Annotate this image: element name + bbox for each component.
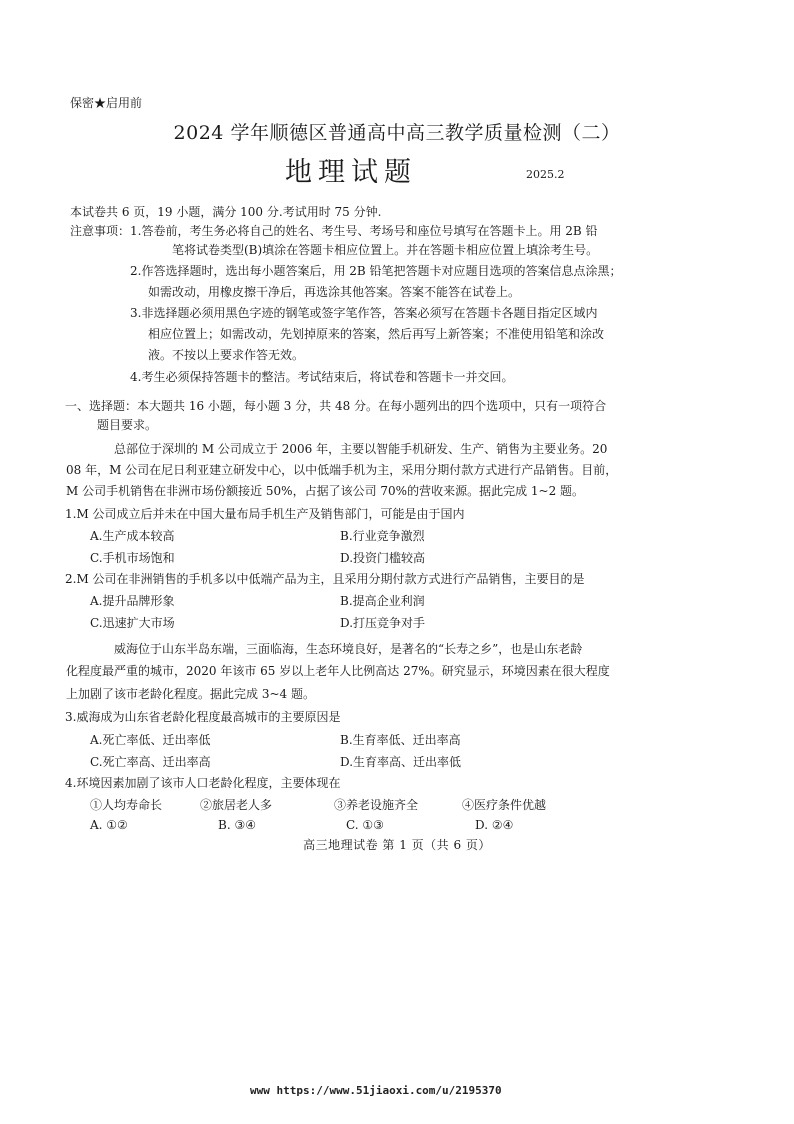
question-4-option-c: C. ①③ <box>346 818 384 832</box>
section-heading: 一、选择题：本大题共 16 小题，每小题 3 分，共 48 分。在每小题列出的四个选项中，只有一项符合 <box>65 399 607 413</box>
notes-line-3: 3.非选择题必须用黑色字迹的钢笔或签字笔作答，答案必须写在答题卡各题目指定区域内 <box>130 306 598 320</box>
exam-title: 2024 学年顺德区普通高中高三教学质量检测（二） <box>173 122 621 144</box>
subject-title: 地理试题 <box>285 157 417 188</box>
question-4-item-3: ③养老设施齐全 <box>334 798 419 812</box>
notes-line-4: 4.考生必须保持答题卡的整洁。考试结束后，将试卷和答题卡一并交回。 <box>130 370 514 384</box>
exam-intro: 本试卷共 6 页，19 小题，满分 100 分.考试用时 75 分钟. <box>70 205 382 219</box>
material-2-line-1: 威海位于山东半岛东端，三面临海，生态环境良好，是著名的“长寿之乡”，也是山东老龄 <box>66 642 583 656</box>
question-1-option-c: C.手机市场饱和 <box>90 551 175 565</box>
material-2-line-2: 化程度最严重的城市，2020 年该市 65 岁以上老年人比例高达 27%。研究显示，环境因素在很大程度 <box>66 664 610 678</box>
notes-line-1: 注意事项：1.答卷前，考生务必将自己的姓名、考生号、考场号和座位号填写在答题卡上。用 2B 铅 <box>70 224 598 238</box>
question-3-option-b: B.生育率低、迁出率高 <box>340 733 461 747</box>
notes-line-3c: 液。不按以上要求作答无效。 <box>148 348 305 362</box>
question-3-stem: 3.威海成为山东省老龄化程度最高城市的主要原因是 <box>65 710 341 724</box>
section-heading-cont: 题目要求。 <box>97 418 158 432</box>
question-2-option-a: A.提升品牌形象 <box>90 594 175 608</box>
notes-line-2: 2.作答选择题时，选出每小题答案后，用 2B 铅笔把答题卡对应题目选项的答案信息点涂黑； <box>130 264 622 278</box>
material-1-line-1: 总部位于深圳的 M 公司成立于 2006 年，主要以智能手机研发、生产、销售为主要业务。20 <box>66 442 608 456</box>
question-4-item-2: ②旅居老人多 <box>200 798 273 812</box>
question-4-option-a: A. ①② <box>90 818 128 832</box>
question-2-stem: 2.M 公司在非洲销售的手机多以中低端产品为主，且采用分期付款方式进行产品销售，主要目的是 <box>65 572 585 586</box>
material-1-line-2: 08 年，M 公司在尼日利亚建立研发中心，以中低端手机为主，采用分期付款方式进行产品销售。目前， <box>66 463 618 477</box>
question-2-option-d: D.打压竞争对手 <box>340 616 426 630</box>
watermark-url: www https://www.51jiaoxi.com/u/2195370 <box>250 1084 502 1097</box>
confidential-mark: 保密★启用前 <box>70 96 143 110</box>
exam-date: 2025.2 <box>526 168 565 181</box>
question-4-option-d: D. ②④ <box>475 818 514 832</box>
material-1-line-3: M 公司手机销售在非洲市场份额接近 50%，占据了该公司 70%的营收来源。据此完成 1~2 题。 <box>66 484 585 498</box>
notes-line-1b: 笔将试卷类型(B)填涂在答题卡相应位置上。并在答题卡相应位置上填涂考生号。 <box>172 243 599 257</box>
question-2-option-c: C.迅速扩大市场 <box>90 616 175 630</box>
question-4-option-b: B. ③④ <box>218 818 256 832</box>
page-footer: 高三地理试卷 第 1 页（共 6 页） <box>303 838 491 852</box>
notes-line-3b: 相应位置上；如需改动，先划掉原来的答案，然后再写上新答案；不准使用铅笔和涂改 <box>148 327 605 341</box>
question-2-option-b: B.提高企业利润 <box>340 594 425 608</box>
question-3-option-c: C.死亡率高、迁出率高 <box>90 755 211 769</box>
question-1-option-a: A.生产成本较高 <box>90 529 175 543</box>
question-4-stem: 4.环境因素加剧了该市人口老龄化程度，主要体现在 <box>65 776 341 790</box>
notes-line-2b: 如需改动，用橡皮擦干净后，再选涂其他答案。答案不能答在试卷上。 <box>148 285 521 299</box>
question-3-option-a: A.死亡率低、迁出率低 <box>90 733 211 747</box>
question-1-option-d: D.投资门槛较高 <box>340 551 426 565</box>
material-2-line-3: 上加剧了该市老龄化程度。据此完成 3~4 题。 <box>66 687 315 701</box>
question-3-option-d: D.生育率高、迁出率低 <box>340 755 462 769</box>
question-1-option-b: B.行业竞争激烈 <box>340 529 425 543</box>
question-1-stem: 1.M 公司成立后并未在中国大量布局手机生产及销售部门，可能是由于国内 <box>65 507 465 521</box>
question-4-item-4: ④医疗条件优越 <box>462 798 547 812</box>
question-4-item-1: ①人均寿命长 <box>90 798 163 812</box>
